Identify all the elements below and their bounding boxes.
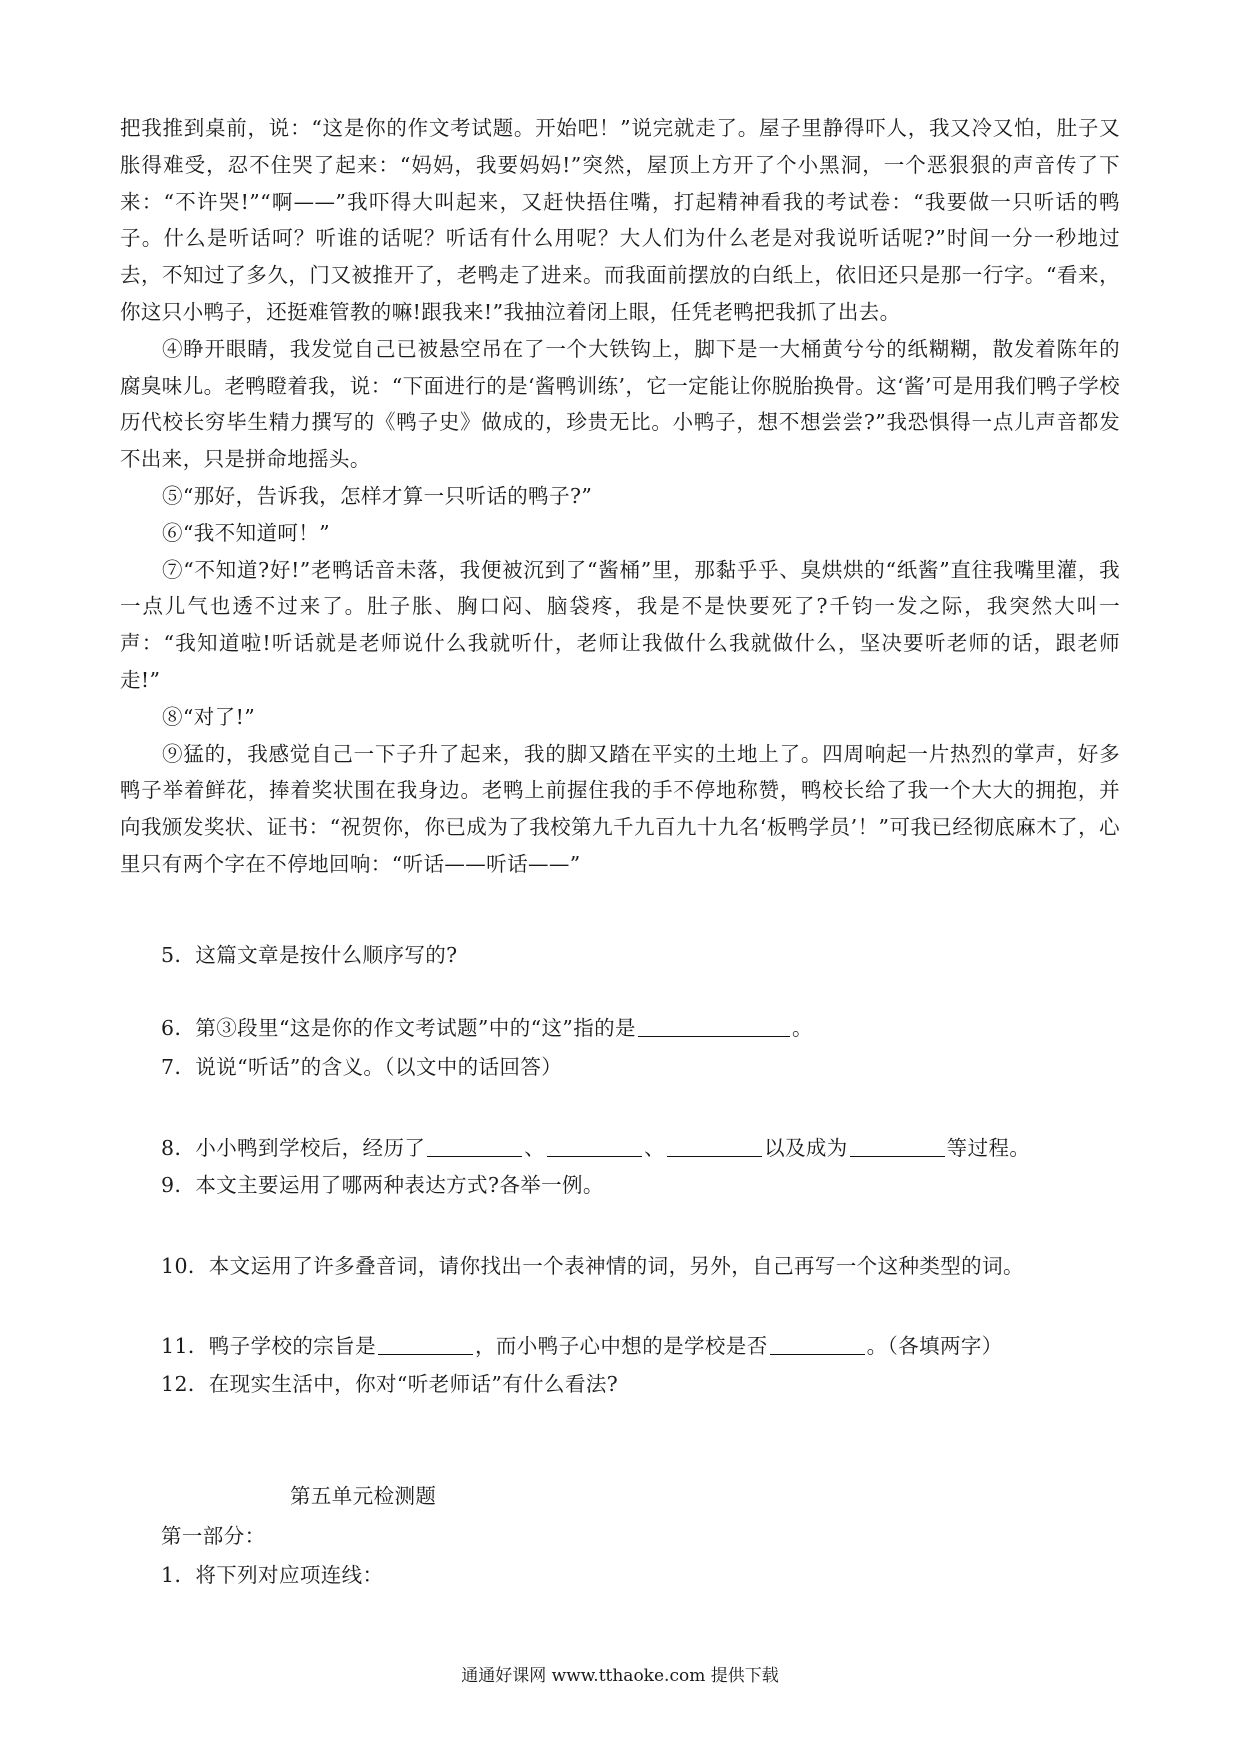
- paragraph-5: ⑤“那好，告诉我，怎样才算一只听话的鸭子?”: [162, 483, 593, 508]
- page-footer: 通通好课网 www.tthaoke.com 提供下载: [461, 1666, 779, 1686]
- paragraph-3-continued: 把我推到桌前，说：“这是你的作文考试题。开始吧！”说完就走了。屋子里静得吓人，我又冷又怕，肚子又胀得难受，忍不住哭了起来：“妈妈，我要妈妈!”突然，屋顶上方开了个小黑洞，一个恶狠狠的声音传了下来：“不许哭!”“啊——”我吓得大叫起来，又赶快捂住嘴，打起精神看我的考试卷：“我要做一只听话的鸭子。什么是听话呵？听谁的话呢？听话有什么用呢？大人们为什么老是对我说听话呢?”时间一分一秒地过去，不知过了多久，门又被推开了，老鸭走了进来。而我面前摆放的白纸上，依旧还只是那一行字。“看来，你这只小鸭子，还挺难管教的嘛!跟我来!”我抽泣着闭上眼，任凭老鸭把我抓了出去。: [120, 116, 1120, 324]
- answer-blank-6[interactable]: [638, 1016, 790, 1037]
- answer-blank-8c[interactable]: [667, 1136, 762, 1157]
- reading-passage: [120, 110, 1120, 883]
- answer-blank-8b[interactable]: [547, 1136, 642, 1157]
- question-11-middle: ，而小鸭子心中想的是学校是否: [475, 1334, 768, 1358]
- question-12: 12．在现实生活中，你对“听老师话”有什么看法?: [161, 1372, 619, 1396]
- paragraph-9: ⑨猛的，我感觉自己一下子升了起来，我的脚又踏在平实的土地上了。四周响起一片热烈的掌声，好多鸭子举着鲜花，捧着奖状围在我身边。老鸭上前握住我的手不停地称赞，鸭校长给了我一个大大的拥抱，并向我颁发奖状、证书：“祝贺你，你已成为了我校第九千九百九十九名‘板鸭学员’！”可我已经彻底麻木了，心里只有两个字在不停地回响：“听话——听话——”: [120, 741, 1120, 876]
- question-6: [161, 1013, 813, 1043]
- question-8: [161, 1133, 1030, 1163]
- question-8-separator: 、: [644, 1136, 666, 1160]
- section-part-label: 第一部分：: [161, 1524, 266, 1548]
- question-9: 9．本文主要运用了哪两种表达方式?各举一例。: [161, 1173, 604, 1197]
- question-11-text: 11．鸭子学校的宗旨是: [161, 1334, 376, 1358]
- paragraph-8: ⑧“对了!”: [162, 704, 256, 729]
- question-8-text: 8．小小鸭到学校后，经历了: [161, 1136, 426, 1160]
- answer-blank-8a[interactable]: [427, 1136, 522, 1157]
- question-11: [161, 1331, 1003, 1361]
- section-item-1: 1．将下列对应项连线：: [161, 1563, 384, 1587]
- question-6-text: 6．第③段里“这是你的作文考试题”中的“这”指的是: [161, 1016, 636, 1040]
- question-11-end: 。（各填两字）: [866, 1334, 1003, 1358]
- question-8-separator: 、: [524, 1136, 546, 1160]
- answer-blank-8d[interactable]: [850, 1136, 945, 1157]
- question-8-end: 等过程。: [946, 1136, 1031, 1160]
- question-10: 10．本文运用了许多叠音词，请你找出一个表神情的词，另外，自己再写一个这种类型的词。: [161, 1254, 1024, 1278]
- question-7: 7．说说“听话”的含义。（以文中的话回答）: [161, 1055, 563, 1079]
- question-8-middle: 以及成为: [764, 1136, 848, 1160]
- question-5: 5．这篇文章是按什么顺序写的?: [161, 943, 458, 967]
- answer-blank-11b[interactable]: [770, 1334, 865, 1355]
- question-6-end: 。: [791, 1016, 813, 1040]
- section-title: 第五单元检测题: [290, 1484, 437, 1508]
- paragraph-7: ⑦“不知道?好!”老鸭话音未落，我便被沉到了“酱桶”里，那黏乎乎、臭烘烘的“纸酱”直往我嘴里灌，我一点儿气也透不过来了。肚子胀、胸口闷、脑袋疼，我是不是快要死了?千钧一发之际，我突然大叫一声：“我知道啦!听话就是老师说什么我就听什，老师让我做什么我就做什么，坚决要听老师的话，跟老师走!”: [120, 557, 1120, 692]
- answer-blank-11a[interactable]: [378, 1334, 473, 1355]
- paragraph-6: ⑥“我不知道呵！”: [162, 520, 331, 545]
- paragraph-4: ④睁开眼睛，我发觉自己已被悬空吊在了一个大铁钩上，脚下是一大桶黄兮兮的纸糊糊，散发着陈年的腐臭味儿。老鸭瞪着我，说：“下面进行的是‘酱鸭训练’，它一定能让你脱胎换骨。这‘酱’可是用我们鸭子学校历代校长穷毕生精力撰写的《鸭子史》做成的，珍贵无比。小鸭子，想不想尝尝?”我恐惧得一点儿声音都发不出来，只是拼命地摇头。: [120, 336, 1120, 472]
